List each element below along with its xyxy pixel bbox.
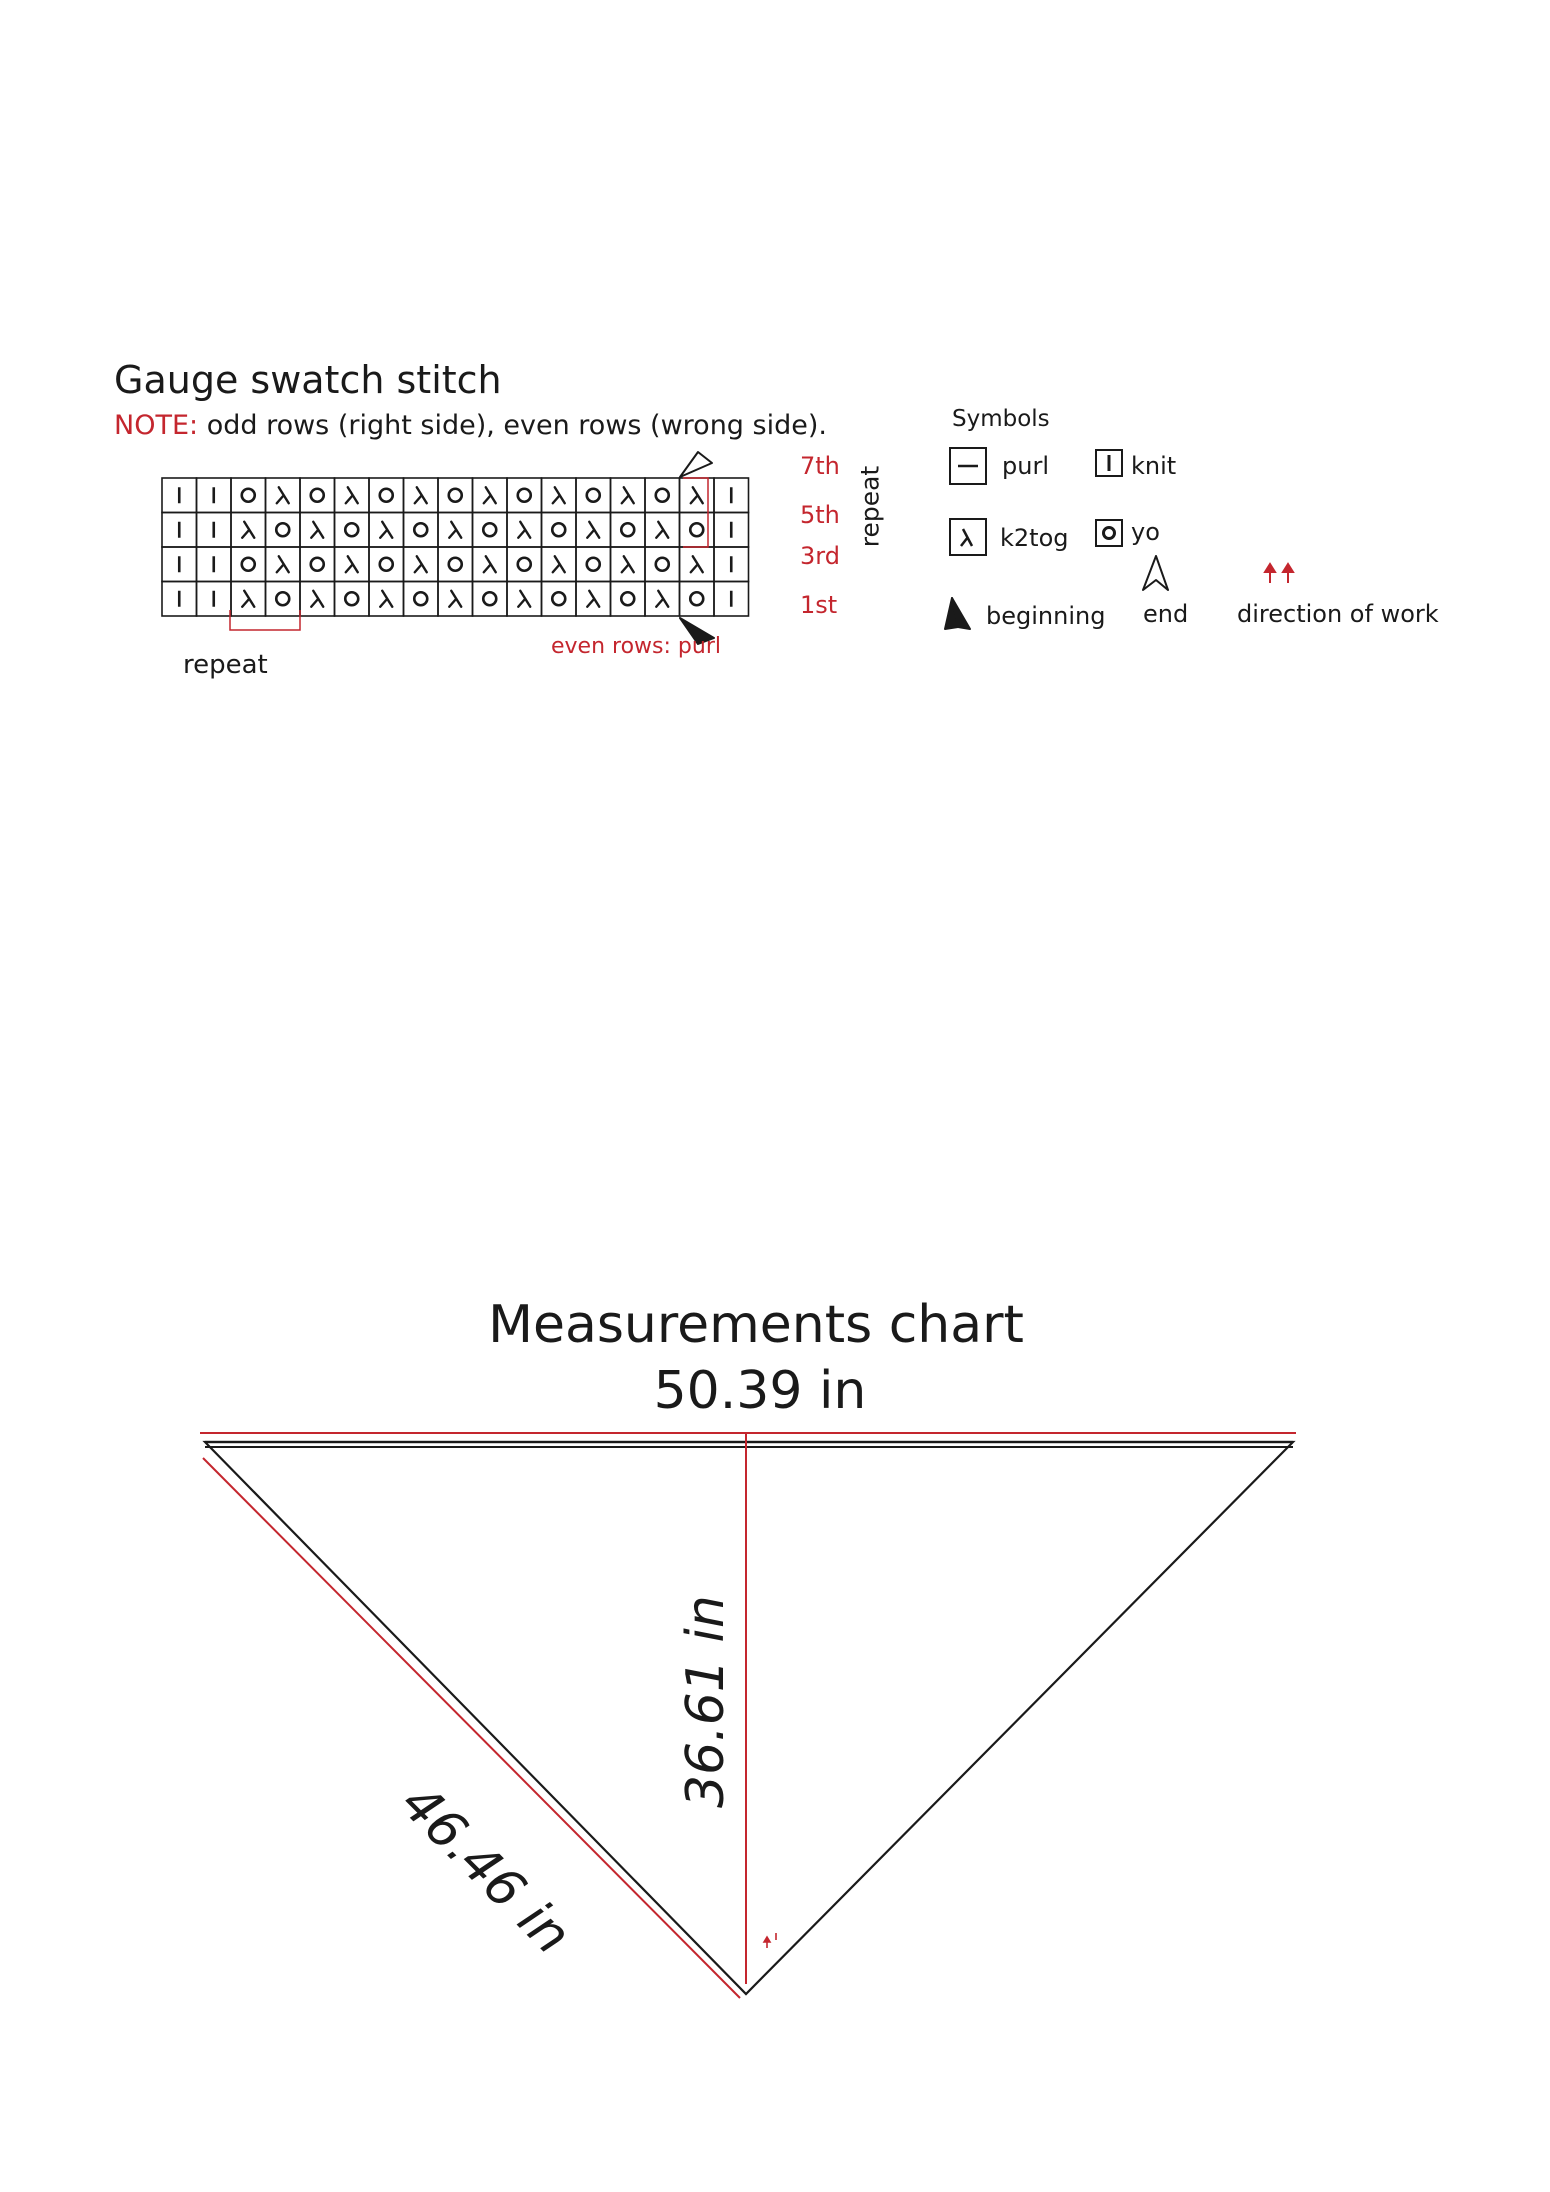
stitch-cell-yo — [231, 547, 266, 582]
note-text: odd rows (right side), even rows (wrong side). — [198, 410, 827, 441]
stitch-cell-yo — [576, 478, 611, 513]
stitch-cell-yo — [645, 478, 680, 513]
yo-label: yo — [1131, 518, 1160, 546]
stitch-cell-knit — [197, 478, 232, 513]
purl-label: purl — [1002, 452, 1049, 480]
stitch-cell-k2tog — [645, 513, 680, 548]
stitch-cell-yo — [611, 513, 646, 548]
stitch-cell-knit — [714, 478, 749, 513]
stitch-cell-yo — [438, 547, 473, 582]
stitch-cell-yo — [231, 478, 266, 513]
row-label-1st: 1st — [800, 591, 838, 619]
stitch-cell-k2tog — [473, 547, 508, 582]
note-label: NOTE: — [114, 410, 199, 441]
stitch-cell-k2tog — [542, 478, 577, 513]
stitch-cell-yo — [576, 547, 611, 582]
stitch-chart — [0, 0, 1550, 720]
stitch-cell-knit — [162, 547, 197, 582]
stitch-cell-knit — [714, 513, 749, 548]
beginning-label: beginning — [986, 602, 1106, 630]
k2tog-label: k2tog — [1000, 524, 1069, 552]
stitch-cell-yo — [335, 513, 370, 548]
stitch-cell-k2tog — [680, 478, 715, 513]
stitch-cell-yo — [438, 478, 473, 513]
tip-direction-icon — [764, 1933, 776, 1948]
stitch-cell-k2tog — [369, 582, 404, 617]
stitch-cell-yo — [542, 513, 577, 548]
row-repeat-label: repeat — [855, 465, 885, 548]
stitch-cell-knit — [162, 513, 197, 548]
measurements-title: Measurements chart — [488, 1295, 1024, 1355]
stitch-cell-yo — [473, 582, 508, 617]
stitch-cell-yo — [266, 513, 301, 548]
stitch-cell-yo — [473, 513, 508, 548]
shawl-diagram — [0, 1400, 1550, 2020]
stitch-cell-yo — [680, 513, 715, 548]
stitch-cell-k2tog — [645, 582, 680, 617]
gauge-title: Gauge swatch stitch — [114, 358, 502, 402]
stitch-cell-k2tog — [507, 582, 542, 617]
stitch-cell-k2tog — [438, 582, 473, 617]
stitch-cell-k2tog — [542, 547, 577, 582]
side-dimension-line — [203, 1458, 740, 1998]
stitch-cell-k2tog — [231, 513, 266, 548]
stitch-cell-knit — [197, 547, 232, 582]
end-label: end — [1143, 600, 1189, 628]
stitch-cell-yo — [507, 547, 542, 582]
stitch-cell-yo — [680, 582, 715, 617]
stitch-cell-k2tog — [300, 513, 335, 548]
stitch-cell-k2tog — [266, 547, 301, 582]
symbols-title: Symbols — [952, 406, 1050, 432]
stitch-cell-yo — [404, 582, 439, 617]
stitch-grid — [162, 478, 749, 616]
stitch-cell-yo — [369, 478, 404, 513]
row-label-3rd: 3rd — [800, 542, 840, 570]
stitch-cell-knit — [714, 547, 749, 582]
stitch-cell-yo — [300, 547, 335, 582]
yo-symbol-icon — [1096, 520, 1122, 546]
stitch-cell-k2tog — [438, 513, 473, 548]
stitch-cell-k2tog — [611, 547, 646, 582]
stitch-cell-k2tog — [266, 478, 301, 513]
stitch-cell-knit — [162, 582, 197, 617]
even-rows-label: even rows: purl — [551, 634, 721, 659]
repeat-label: repeat — [183, 650, 268, 680]
stitch-cell-k2tog — [369, 513, 404, 548]
end-marker-icon — [680, 452, 712, 477]
height-label: 36.61 in — [676, 1595, 736, 1808]
stitch-cell-k2tog — [473, 478, 508, 513]
stitch-cell-k2tog — [404, 547, 439, 582]
top-width-label: 50.39 in — [653, 1361, 867, 1421]
stitch-cell-k2tog — [576, 582, 611, 617]
stitch-cell-knit — [714, 582, 749, 617]
end-symbol-icon — [1143, 556, 1168, 590]
stitch-cell-yo — [611, 582, 646, 617]
direction-label: direction of work — [1237, 600, 1439, 628]
stitch-cell-yo — [404, 513, 439, 548]
stitch-cell-yo — [507, 478, 542, 513]
stitch-cell-k2tog — [231, 582, 266, 617]
stitch-cell-k2tog — [335, 547, 370, 582]
stitch-cell-k2tog — [404, 478, 439, 513]
stitch-cell-k2tog — [611, 478, 646, 513]
stitch-cell-yo — [266, 582, 301, 617]
stitch-cell-k2tog — [507, 513, 542, 548]
stitch-cell-k2tog — [576, 513, 611, 548]
direction-of-work-icon — [1265, 564, 1293, 583]
stitch-cell-yo — [335, 582, 370, 617]
row-label-5th: 5th — [800, 501, 840, 529]
shawl-outline — [205, 1442, 1293, 1994]
stitch-cell-k2tog — [680, 547, 715, 582]
side-label: 46.46 in — [389, 1773, 582, 1966]
stitch-cell-yo — [300, 478, 335, 513]
row-label-7th: 7th — [800, 452, 840, 480]
stitch-cell-knit — [197, 513, 232, 548]
stitch-cell-k2tog — [335, 478, 370, 513]
stitch-cell-knit — [162, 478, 197, 513]
stitch-cell-yo — [542, 582, 577, 617]
stitch-cell-yo — [369, 547, 404, 582]
knit-label: knit — [1131, 452, 1177, 480]
stitch-cell-yo — [645, 547, 680, 582]
stitch-cell-knit — [197, 582, 232, 617]
stitch-cell-k2tog — [300, 582, 335, 617]
